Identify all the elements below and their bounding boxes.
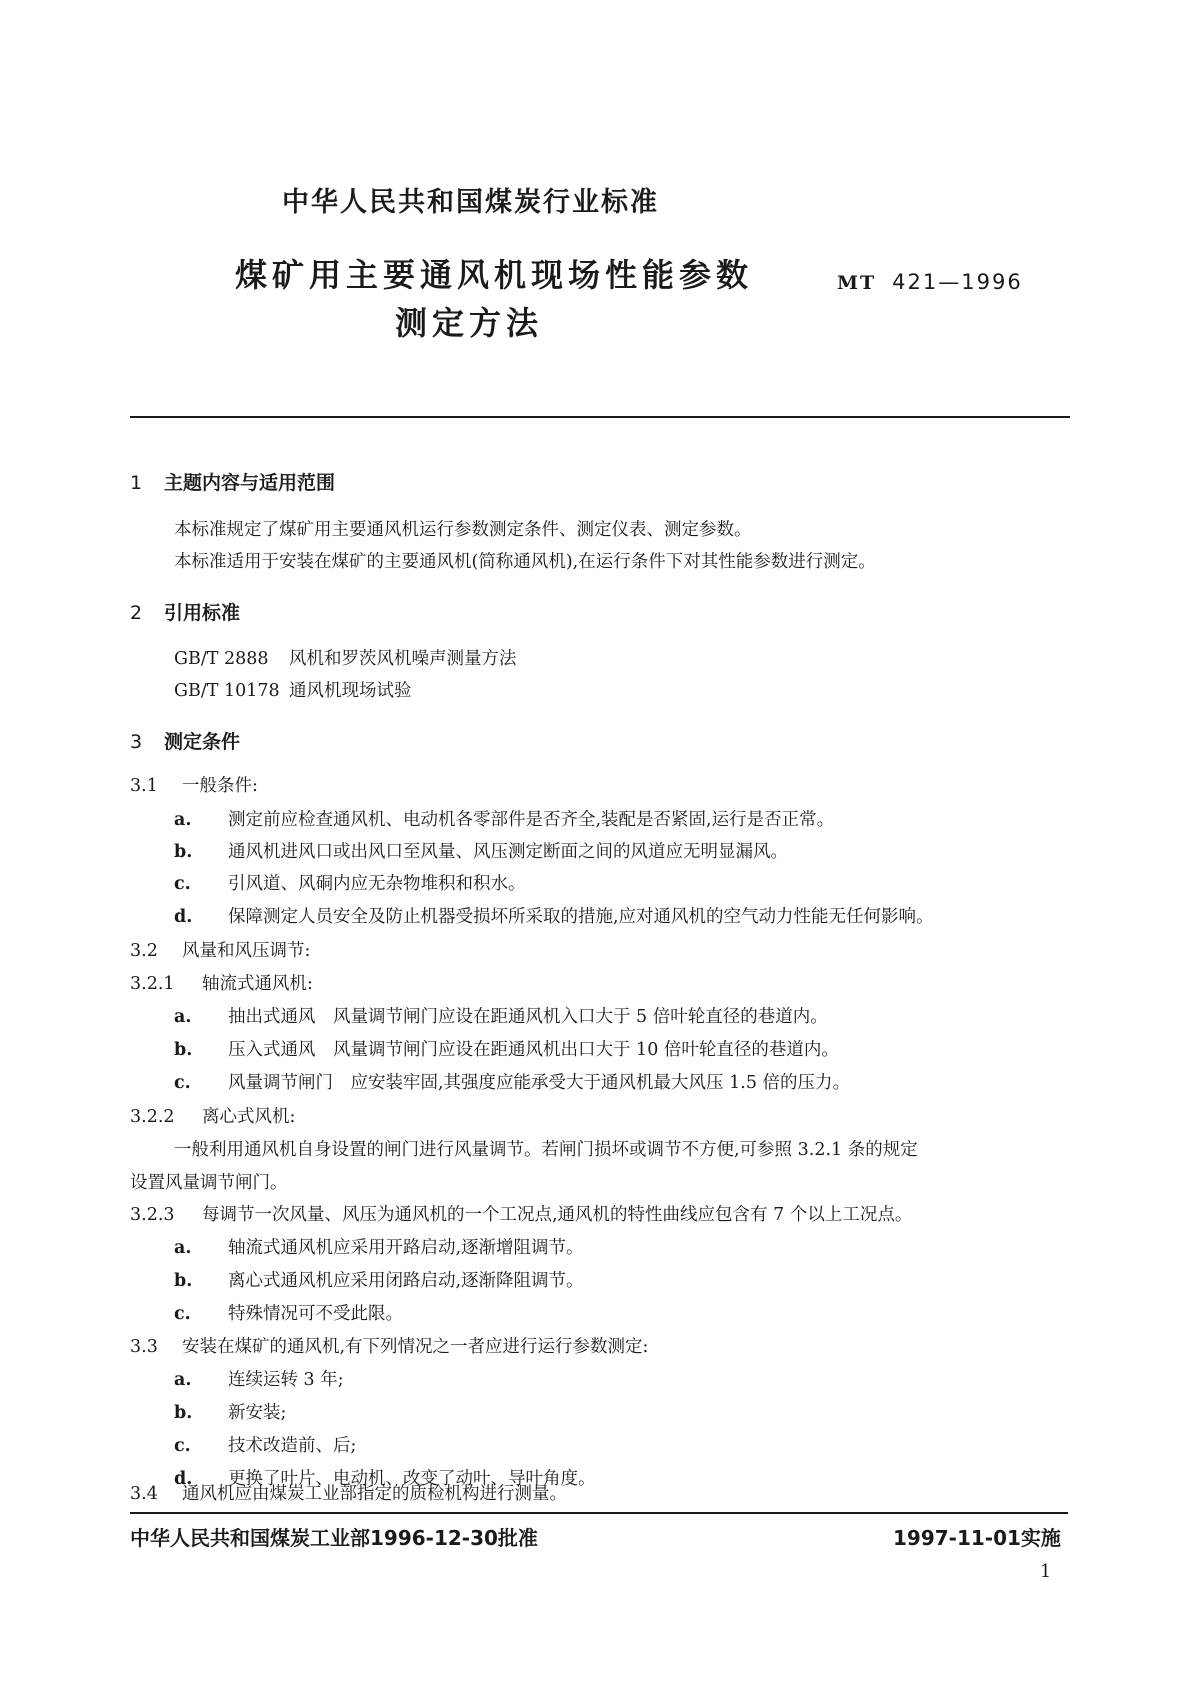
list-item [174,1069,850,1094]
list-item [174,838,788,863]
list-item [174,1234,584,1259]
title-line-1: 煤矿用主要通风机现场性能参数 [235,256,754,294]
clause-3-2-2 [130,1103,295,1128]
clause-text: 轴流式通风机: [202,974,313,994]
list-item [174,903,934,928]
clause-text: 安装在煤矿的通风机,有下列情况之一者应进行运行参数测定: [182,1337,649,1357]
clause-text: 每调节一次风量、风压为通风机的一个工况点,通风机的特性曲线应包含有 7 个以上工况点。 [202,1205,913,1225]
list-text: 连续运转 3 年; [228,1370,344,1390]
clause-3-1 [130,772,258,797]
list-label: b. [174,1040,193,1060]
section-2-heading [130,598,240,625]
list-item [174,1036,839,1061]
list-text: 风量调节闸门 应安装牢固,其强度应能承受大于通风机最大风压 1.5 倍的压力。 [228,1073,851,1093]
reference-code: GB/T 2888 [174,649,269,669]
footer-divider [130,1512,1068,1514]
clause-3-4 [130,1480,567,1505]
standard-code-prefix: MT [837,272,877,294]
list-label: c. [174,1436,191,1456]
clause-text: 离心式风机: [202,1107,296,1127]
list-label: c. [174,874,191,894]
clause-text: 风量和风压调节: [182,941,311,961]
clause-3-2-1 [130,970,313,995]
clause-text: 通风机应由煤炭工业部指定的质检机构进行测量。 [182,1484,567,1504]
section-3-heading [130,727,240,754]
header-divider [130,416,1070,418]
list-item [174,1300,403,1325]
list-text: 通风机进风口或出风口至风量、风压测定断面之间的风道应无明显漏风。 [228,842,788,862]
list-label: b. [174,1271,193,1291]
list-text: 测定前应检查通风机、电动机各零部件是否齐全,装配是否紧固,运行是否正常。 [228,810,835,830]
list-text: 特殊情况可不受此限。 [228,1304,403,1324]
clause-number: 3.2.2 [130,1107,175,1127]
section-1-paragraph-1: 本标准规定了煤矿用主要通风机运行参数测定条件、测定仪表、测定参数。 [174,520,752,540]
clause-3-2 [130,937,310,962]
list-item [174,1003,828,1028]
list-text: 引风道、风硐内应无杂物堆积和积水。 [228,874,526,894]
list-item [174,870,526,895]
reference-item [174,677,412,702]
page-number: 1 [1040,1562,1052,1582]
clause-text: 一般条件: [182,776,258,796]
list-text: 轴流式通风机应采用开路启动,逐渐增阻调节。 [228,1238,584,1258]
list-item [174,1399,286,1424]
list-text: 保障测定人员安全及防止机器受损坏所采取的措施,应对通风机的空气动力性能无任何影响。 [228,907,934,927]
list-text: 压入式通风 风量调节闸门应设在距通风机出口大于 10 倍叶轮直径的巷道内。 [228,1040,839,1060]
list-label: a. [174,1007,192,1027]
section-number: 1 [130,472,143,494]
section-number: 2 [130,602,143,624]
reference-code: GB/T 10178 [174,681,280,701]
effective-date: 1997-11-01实施 [893,1526,1061,1550]
list-text: 更换了叶片、电动机、改变了动叶、导叶角度。 [228,1469,596,1489]
list-text: 抽出式通风 风量调节闸门应设在距通风机入口大于 5 倍叶轮直径的巷道内。 [228,1007,828,1027]
standard-code-number: 421—1996 [892,270,1023,294]
reference-title: 通风机现场试验 [289,681,412,701]
section-1-paragraph-2: 本标准适用于安装在煤矿的主要通风机(简称通风机),在运行条件下对其性能参数进行测定。 [174,552,876,572]
list-item [174,1267,584,1292]
clause-number: 3.4 [130,1484,158,1504]
list-label: a. [174,1238,192,1258]
list-text: 技术改造前、后; [228,1436,357,1456]
list-text: 新安装; [228,1403,287,1423]
section-title: 测定条件 [164,731,241,753]
clause-3-3 [130,1333,648,1358]
clause-number: 3.1 [130,776,158,796]
list-label: b. [174,842,193,862]
approval-line: 中华人民共和国煤炭工业部1996-12-30批准 [130,1526,538,1550]
clause-3-2-2-paragraph-2: 设置风量调节闸门。 [130,1173,288,1193]
clause-number: 3.3 [130,1337,158,1357]
list-label: c. [174,1073,191,1093]
title-line-2: 测定方法 [395,304,544,342]
section-title: 引用标准 [164,602,241,624]
standard-code [837,270,1023,294]
section-title: 主题内容与适用范围 [164,472,336,494]
section-number: 3 [130,731,143,753]
list-item [174,1432,356,1457]
issuing-organization: 中华人民共和国煤炭行业标准 [282,187,659,218]
list-label: a. [174,1370,192,1390]
list-item [174,1366,344,1391]
list-label: d. [174,907,193,927]
list-label: d. [174,1469,193,1489]
clause-number: 3.2 [130,941,158,961]
clause-number: 3.2.1 [130,974,175,994]
list-item [174,806,834,831]
clause-3-2-2-paragraph-1: 一般利用通风机自身设置的闸门进行风量调节。若闸门损坏或调节不方便,可参照 3.2.1 条的规定 [174,1140,918,1160]
list-text: 离心式通风机应采用闭路启动,逐渐降阻调节。 [228,1271,584,1291]
list-label: b. [174,1403,193,1423]
reference-title: 风机和罗茨风机噪声测量方法 [289,649,517,669]
clause-number: 3.2.3 [130,1205,175,1225]
clause-3-2-3 [130,1201,912,1226]
section-1-heading [130,468,335,495]
list-label: c. [174,1304,191,1324]
list-label: a. [174,810,192,830]
reference-item [174,645,517,670]
